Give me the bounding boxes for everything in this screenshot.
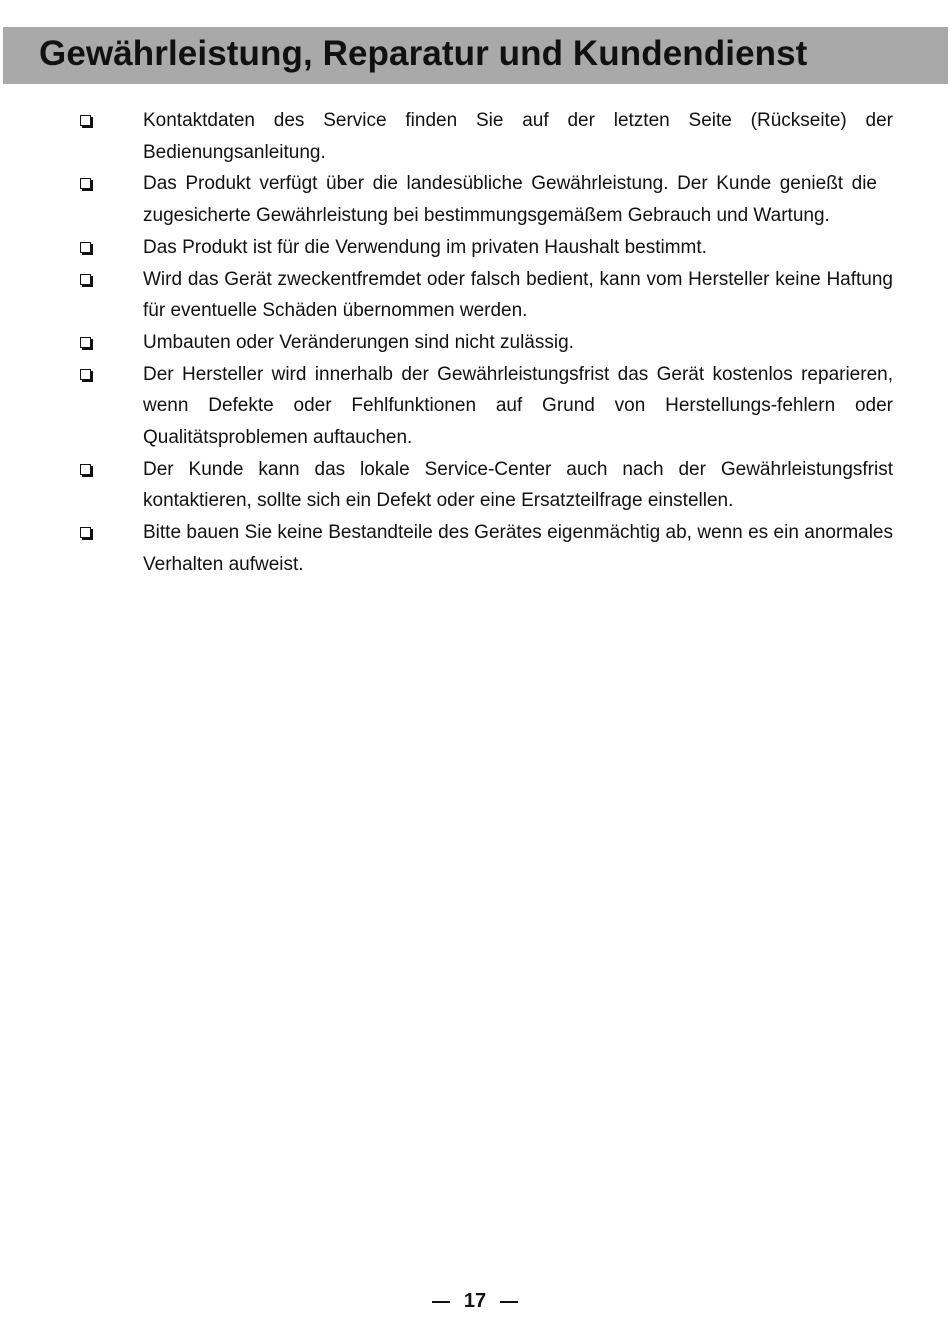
list-item-text: Das Produkt ist für die Verwendung im privaten Haushalt bestimmt. [143, 236, 707, 258]
list-item-text: Wird das Gerät zweckentfremdet oder falsch bedient, kann vom Hersteller keine Haftung für eventuelle Schäden übernommen werden. [143, 268, 893, 322]
list-item [0, 264, 893, 327]
page-footer [0, 1286, 950, 1316]
list-item [0, 168, 877, 231]
checkbox-bullet-icon [80, 274, 91, 285]
checkbox-bullet-icon [80, 178, 91, 189]
checkbox-bullet-icon [80, 527, 91, 538]
header-bar [3, 27, 948, 84]
dash-right [500, 1301, 518, 1303]
list-item-text: Das Produkt verfügt über die landesübliche Gewährleistung. Der Kunde genießt die zugesicherte Gewährleistung bei bestimmungsgemäßem Gebrauch und Wartung. [143, 173, 877, 227]
list-item-text: Umbauten oder Veränderungen sind nicht zulässig. [143, 331, 574, 353]
list-item [0, 517, 893, 580]
checkbox-bullet-icon [80, 369, 91, 380]
checkbox-bullet-icon [80, 337, 91, 348]
checkbox-bullet-icon [80, 464, 91, 475]
warranty-list [0, 105, 950, 581]
checkbox-bullet-icon [80, 115, 91, 126]
list-item-text: Der Kunde kann das lokale Service-Center auch nach der Gewährleistungsfrist kontaktieren, sollte sich ein Defekt oder eine Ersatzteilfrage einstellen. [143, 458, 893, 512]
page-number: 17 [463, 1290, 487, 1312]
list-item-text: Bitte bauen Sie keine Bestandteile des Gerätes eigenmächtig ab, wenn es ein anormales Verhalten aufweist. [143, 522, 893, 575]
list-item [0, 232, 893, 264]
page-title: Gewährleistung, Reparatur und Kundendienst [39, 34, 808, 73]
list-item-text: Der Hersteller wird innerhalb der Gewährleistungsfrist das Gerät kostenlos reparieren, wenn Defekte oder Fehlfunktionen auf Grund von Herstellungs-fehlern oder Qualitätsproblemen auftauchen. [143, 363, 893, 449]
checkbox-bullet-icon [80, 242, 91, 253]
list-item-text: Kontaktdaten des Service finden Sie auf der letzten Seite (Rückseite) der Bedienungsanleitung. [143, 110, 893, 163]
dash-left [432, 1301, 450, 1303]
list-item [0, 327, 893, 359]
list-item [0, 454, 893, 517]
list-item [0, 359, 893, 454]
list-item [0, 105, 893, 168]
